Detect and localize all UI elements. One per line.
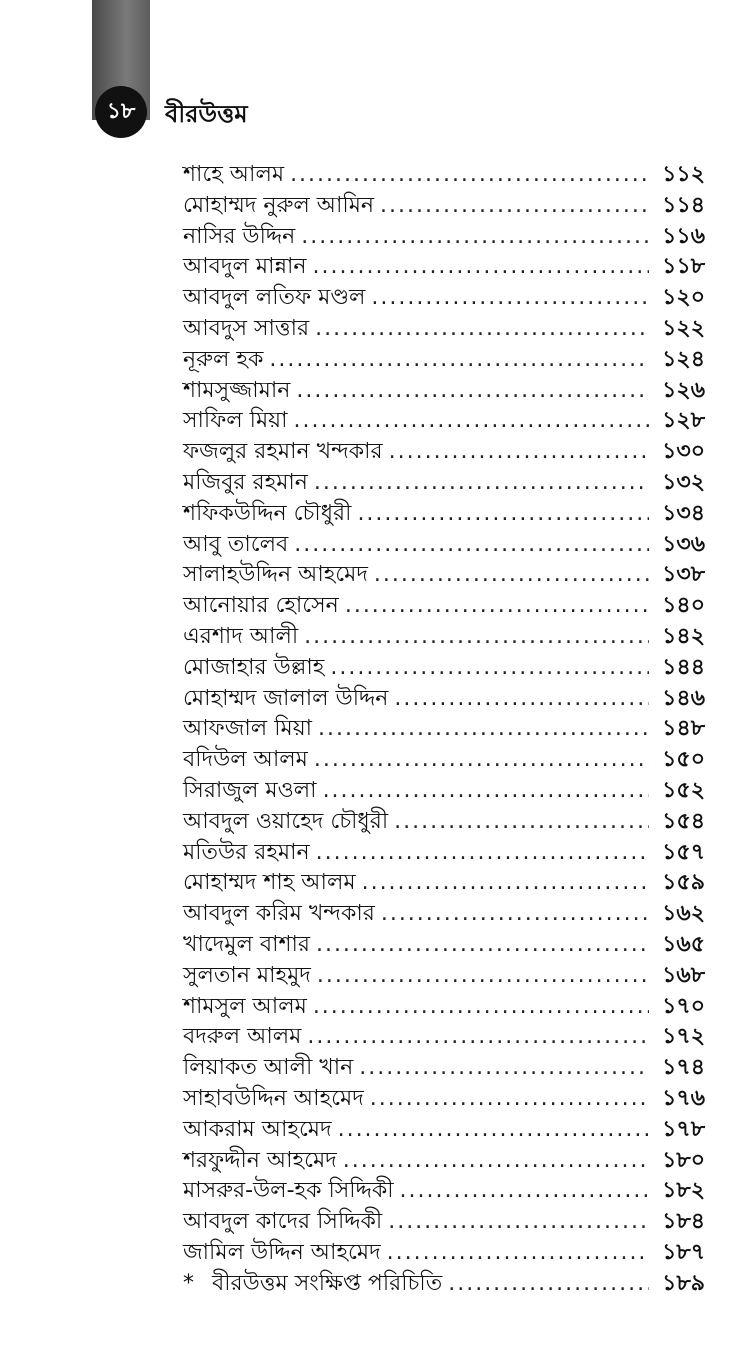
toc-entry[interactable] bbox=[183, 160, 705, 191]
toc-entry-page: ১৮২ bbox=[662, 1178, 705, 1204]
toc-entry-name: শামসুল আলম bbox=[183, 993, 307, 1019]
toc-entry-page: ১৮০ bbox=[662, 1147, 705, 1173]
toc-entry[interactable] bbox=[183, 807, 705, 838]
toc-entry-name: মজিবুর রহমান bbox=[183, 469, 308, 495]
dot-leader bbox=[381, 899, 649, 930]
toc-entry[interactable] bbox=[183, 406, 705, 437]
toc-entry-page: ১১৮ bbox=[662, 254, 705, 280]
dot-leader bbox=[304, 622, 649, 653]
toc-entry-name: ফজলুর রহমান খন্দকার bbox=[183, 439, 383, 465]
toc-entry[interactable] bbox=[183, 961, 705, 992]
dot-leader bbox=[400, 1176, 649, 1207]
table-of-contents bbox=[183, 160, 705, 1299]
toc-entry-name: আবদুল করিম খন্দকার bbox=[183, 901, 375, 927]
toc-entry[interactable] bbox=[183, 1207, 705, 1238]
toc-entry-page: ১৫৪ bbox=[662, 808, 705, 834]
dot-leader bbox=[345, 591, 649, 622]
toc-entry-page: ১১৪ bbox=[662, 192, 705, 218]
dot-leader bbox=[294, 406, 649, 437]
toc-entry[interactable] bbox=[183, 745, 705, 776]
toc-entry[interactable] bbox=[183, 530, 705, 561]
toc-entry-page: ১২৬ bbox=[662, 377, 705, 403]
dot-leader bbox=[296, 376, 649, 407]
toc-entry-name: মোহাম্মদ জালাল উদ্দিন bbox=[183, 685, 389, 711]
toc-entry-page: ১৩৪ bbox=[662, 500, 705, 526]
dot-leader bbox=[362, 868, 649, 899]
toc-entry[interactable] bbox=[183, 1022, 705, 1053]
toc-entry-name: আবদুল মান্নান bbox=[183, 254, 307, 280]
toc-entry-name: আফজাল মিয়া bbox=[183, 716, 313, 742]
dot-leader bbox=[317, 961, 649, 992]
toc-entry-name: আবদুস সাত্তার bbox=[183, 315, 310, 341]
toc-entry[interactable] bbox=[183, 653, 705, 684]
dot-leader bbox=[313, 252, 649, 283]
toc-entry-page: ১৫০ bbox=[662, 747, 705, 773]
dot-leader bbox=[314, 468, 649, 499]
toc-entry-name: সালাহউদ্দিন আহমেদ bbox=[183, 562, 368, 588]
toc-entry-name: মতিউর রহমান bbox=[183, 839, 310, 865]
toc-entry-page: ১৪৪ bbox=[662, 654, 705, 680]
toc-entry-page: ১৪০ bbox=[662, 593, 705, 619]
toc-entry-name: খাদেমুল বাশার bbox=[183, 931, 310, 957]
toc-entry-name: জামিল উদ্দিন আহমেদ bbox=[183, 1239, 381, 1265]
toc-entry-name: মোহাম্মদ নুরুল আমিন bbox=[183, 192, 375, 218]
toc-entry[interactable] bbox=[183, 468, 705, 499]
toc-entry-page: ১৪২ bbox=[662, 623, 705, 649]
toc-entry-page: ১৫৭ bbox=[662, 839, 705, 865]
toc-entry-name: সাফিল মিয়া bbox=[183, 408, 288, 434]
toc-entry-page: ১৬৫ bbox=[662, 931, 705, 957]
toc-entry[interactable] bbox=[183, 1084, 705, 1115]
toc-entry-name: আকরাম আহমেদ bbox=[183, 1116, 332, 1142]
toc-entry-page: ১১৬ bbox=[662, 223, 705, 249]
toc-entry-name: শফিকউদ্দিন চৌধুরী bbox=[183, 500, 352, 526]
toc-entry[interactable] bbox=[183, 684, 705, 715]
dot-leader bbox=[357, 499, 649, 530]
toc-entry-page: ১৫৯ bbox=[662, 870, 705, 896]
toc-entry[interactable] bbox=[183, 437, 705, 468]
toc-entry[interactable] bbox=[183, 776, 705, 807]
toc-entry-page: ১৮৪ bbox=[662, 1209, 705, 1235]
toc-entry[interactable] bbox=[183, 868, 705, 899]
dot-leader bbox=[313, 992, 649, 1023]
dot-leader bbox=[388, 1207, 649, 1238]
dot-leader bbox=[307, 1022, 649, 1053]
toc-entry-name: মোহাম্মদ শাহ আলম bbox=[183, 870, 356, 896]
toc-entry-name: নূরুল হক bbox=[183, 346, 264, 372]
toc-entry-page: ১৩২ bbox=[662, 469, 705, 495]
dot-leader bbox=[294, 530, 649, 561]
toc-entry[interactable] bbox=[183, 714, 705, 745]
dot-leader bbox=[301, 222, 649, 253]
toc-entry[interactable] bbox=[183, 560, 705, 591]
toc-entry-name: সাহাবউদ্দিন আহমেদ bbox=[183, 1085, 364, 1111]
toc-entry-name: বদিউল আলম bbox=[183, 747, 308, 773]
toc-entry[interactable] bbox=[183, 314, 705, 345]
toc-entry-name: আবদুল কাদের সিদ্দিকী bbox=[183, 1209, 383, 1235]
toc-entry[interactable] bbox=[183, 283, 705, 314]
toc-entry-name: আবু তালেব bbox=[183, 531, 289, 557]
toc-entry-page: ১৮৯ bbox=[662, 1270, 705, 1296]
dot-leader bbox=[387, 1238, 649, 1269]
dot-leader bbox=[316, 838, 649, 869]
toc-entry[interactable] bbox=[183, 345, 705, 376]
dot-leader bbox=[343, 1146, 649, 1177]
toc-entry[interactable] bbox=[183, 252, 705, 283]
toc-entry[interactable] bbox=[183, 838, 705, 869]
dot-leader bbox=[269, 345, 649, 376]
dot-leader bbox=[371, 283, 649, 314]
toc-entry[interactable] bbox=[183, 1053, 705, 1084]
toc-entry-page: ১৭৪ bbox=[662, 1055, 705, 1081]
toc-entry[interactable] bbox=[183, 1238, 705, 1269]
toc-entry-name: সুলতান মাহমুদ bbox=[183, 962, 311, 988]
toc-entry[interactable] bbox=[183, 1176, 705, 1207]
page-number-badge: ১৮ bbox=[95, 86, 147, 138]
toc-entry-name: আবদুল ওয়াহেদ চৌধুরী bbox=[183, 808, 389, 834]
toc-entry[interactable] bbox=[183, 1115, 705, 1146]
toc-entry-page: ১৪৬ bbox=[662, 685, 705, 711]
toc-entry-name: শরফুদ্দীন আহমেদ bbox=[183, 1147, 337, 1173]
toc-entry-name: শাহে আলম bbox=[183, 162, 285, 187]
toc-entry-page: ১২৮ bbox=[662, 408, 705, 434]
toc-entry-page: ১৭০ bbox=[662, 993, 705, 1019]
dot-leader bbox=[389, 437, 649, 468]
toc-entry-name: বদরুল আলম bbox=[183, 1024, 302, 1050]
toc-entry-page: ১১২ bbox=[662, 162, 705, 187]
dot-leader bbox=[290, 160, 649, 191]
dot-leader bbox=[330, 653, 649, 684]
toc-entry-name: বীরউত্তম সংক্ষিপ্ত পরিচিতি bbox=[212, 1270, 443, 1296]
toc-entry[interactable] bbox=[183, 930, 705, 961]
toc-entry-name: আনোয়ার হোসেন bbox=[183, 593, 339, 619]
dot-leader bbox=[316, 930, 649, 961]
toc-entry-name: আবদুল লতিফ মণ্ডল bbox=[183, 285, 366, 311]
toc-entry-name: নাসির উদ্দিন bbox=[183, 223, 296, 249]
toc-entry-name: মাসরুর-উল-হক সিদ্দিকী bbox=[183, 1178, 394, 1204]
dot-leader bbox=[380, 191, 649, 222]
toc-entry-page: ১৫২ bbox=[662, 777, 705, 803]
toc-entry[interactable] bbox=[183, 376, 705, 407]
toc-entry-name: এরশাদ আলী bbox=[183, 623, 299, 649]
toc-entry[interactable] bbox=[183, 222, 705, 253]
toc-entry-page: ১৩০ bbox=[662, 439, 705, 465]
toc-entry-name: সিরাজুল মওলা bbox=[183, 777, 317, 803]
toc-entry-page: ১৩৬ bbox=[662, 531, 705, 557]
toc-entry[interactable] bbox=[183, 499, 705, 530]
dot-leader bbox=[318, 714, 649, 745]
dot-leader bbox=[370, 1084, 649, 1115]
asterisk-marker: * bbox=[183, 1270, 194, 1296]
toc-entry-page: ১৬৮ bbox=[662, 962, 705, 988]
toc-entry-page: ১৩৮ bbox=[662, 562, 705, 588]
toc-entry-name: শামসুজ্জামান bbox=[183, 377, 291, 403]
toc-entry-page: ১৪৮ bbox=[662, 716, 705, 742]
toc-summary-entry[interactable] bbox=[183, 1269, 705, 1300]
dot-leader bbox=[448, 1269, 649, 1300]
dot-leader bbox=[323, 776, 649, 807]
toc-entry[interactable] bbox=[183, 191, 705, 222]
dot-leader bbox=[359, 1053, 649, 1084]
toc-entry[interactable] bbox=[183, 622, 705, 653]
toc-entry-page: ১২২ bbox=[662, 315, 705, 341]
toc-entry-page: ১৮৭ bbox=[662, 1239, 705, 1265]
toc-entry[interactable] bbox=[183, 1146, 705, 1177]
toc-entry-page: ১৭৮ bbox=[662, 1116, 705, 1142]
toc-entry[interactable] bbox=[183, 992, 705, 1023]
dot-leader bbox=[394, 807, 649, 838]
toc-entry-page: ১৬২ bbox=[662, 901, 705, 927]
dot-leader bbox=[314, 745, 649, 776]
toc-entry[interactable] bbox=[183, 591, 705, 622]
dot-leader bbox=[338, 1115, 649, 1146]
dot-leader bbox=[315, 314, 649, 345]
toc-entry[interactable] bbox=[183, 899, 705, 930]
dot-leader bbox=[374, 560, 649, 591]
toc-entry-page: ১৭২ bbox=[662, 1024, 705, 1050]
toc-entry-name: মোজাহার উল্লাহ bbox=[183, 654, 325, 680]
toc-entry-page: ১২০ bbox=[662, 285, 705, 311]
toc-entry-page: ১২৪ bbox=[662, 346, 705, 372]
dot-leader bbox=[394, 684, 649, 715]
running-title: বীরউত্তম bbox=[165, 100, 248, 128]
toc-entry-page: ১৭৬ bbox=[662, 1085, 705, 1111]
toc-entry-name: লিয়াকত আলী খান bbox=[183, 1055, 354, 1081]
